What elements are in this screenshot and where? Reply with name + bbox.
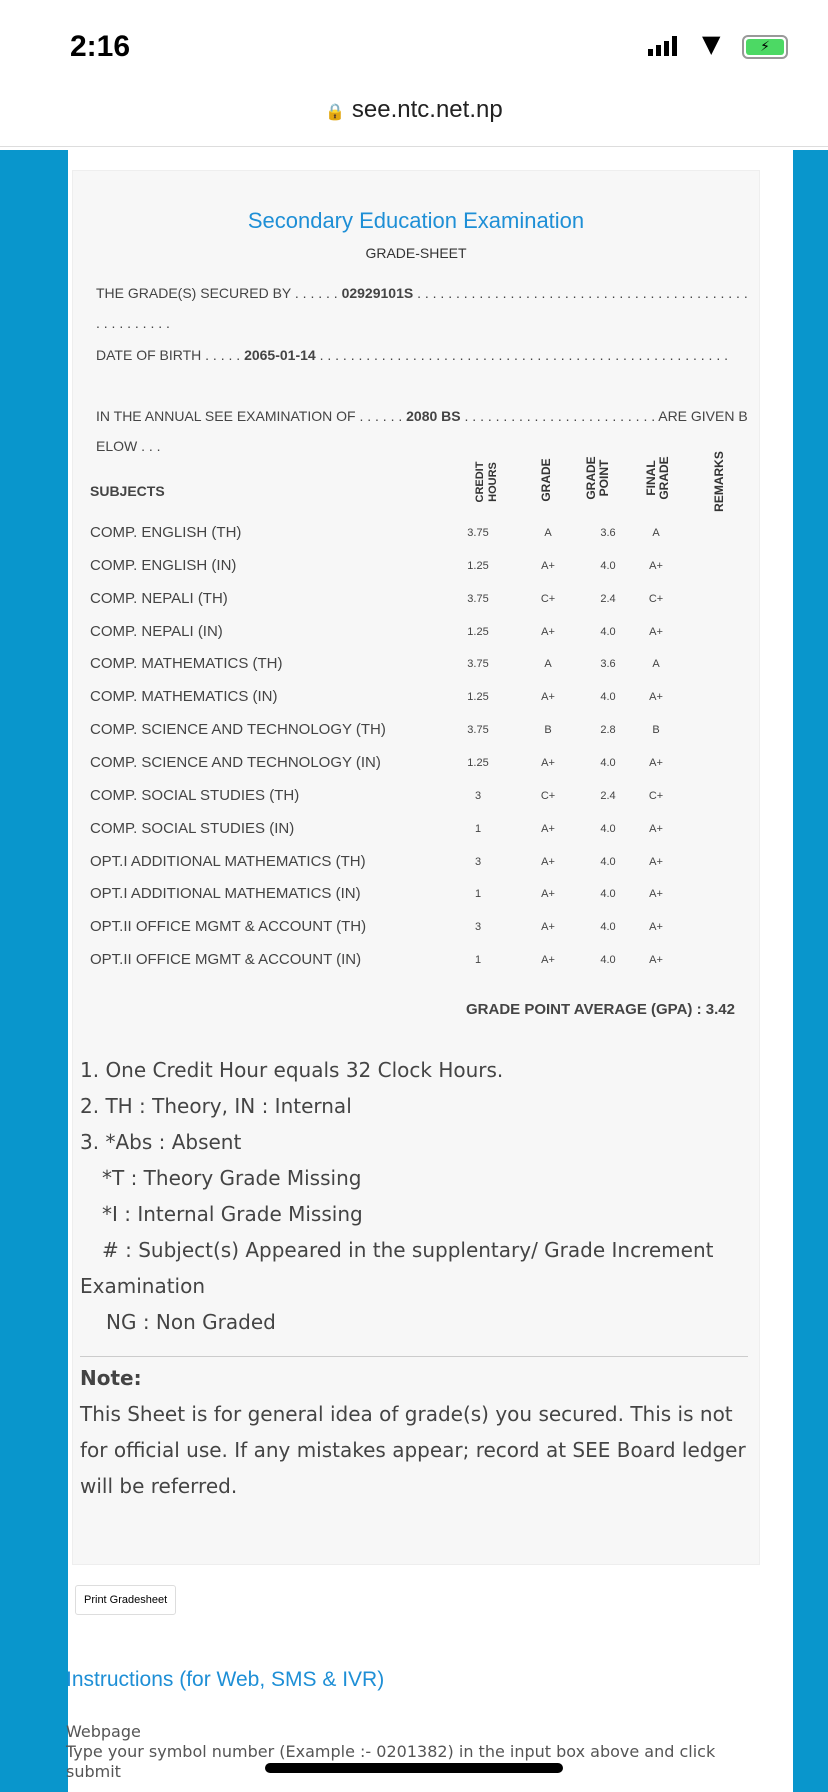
final-grade: A+ — [649, 559, 663, 572]
note-item: 3. *Abs : Absent — [80, 1130, 242, 1154]
grade-point: 3.6 — [600, 658, 616, 671]
note-item: 1. One Credit Hour equals 32 Clock Hours. — [80, 1058, 504, 1082]
credit-hours: 1.25 — [467, 756, 489, 769]
subject-name: OPT.II OFFICE MGMT & ACCOUNT (TH) — [90, 918, 367, 936]
subject-name: COMP. MATHEMATICS (IN) — [90, 688, 278, 706]
subject-name: COMP. ENGLISH (IN) — [90, 556, 237, 574]
grade: A+ — [541, 691, 555, 704]
grade: A — [544, 658, 552, 671]
status-time: 2:16 — [70, 30, 131, 63]
subject-name: COMP. SOCIAL STUDIES (TH) — [90, 786, 300, 804]
grade-point: 4.0 — [600, 954, 616, 967]
header-subjects: SUBJECTS — [90, 483, 165, 499]
divider — [80, 1356, 748, 1357]
grade: A+ — [541, 559, 555, 572]
credit-hours: 1.25 — [467, 691, 489, 704]
note-item: # : Subject(s) Appeared in the supplentary/ Grade Increment — [102, 1238, 714, 1262]
signal-icon — [648, 36, 677, 56]
final-grade: B — [652, 724, 660, 737]
grade-point: 2.4 — [600, 789, 616, 802]
grade-point: 4.0 — [600, 756, 616, 769]
grade: A+ — [541, 954, 555, 967]
grade-point: 4.0 — [600, 625, 616, 638]
subject-name: COMP. MATHEMATICS (TH) — [90, 655, 283, 673]
credit-hours: 3.75 — [467, 724, 489, 737]
home-indicator[interactable] — [265, 1763, 563, 1773]
final-grade: A+ — [649, 954, 663, 967]
subject-name: COMP. NEPALI (TH) — [90, 589, 228, 607]
dob-line: DATE OF BIRTH . . . . . 2065-01-14 . . . . . . . . . . . . . . . . . . . . . . . . . . . . . . . . . . . . . . . . . . . . . . . . . . . . . — [96, 347, 728, 363]
credit-hours: 1.25 — [467, 559, 489, 572]
final-grade: A+ — [649, 855, 663, 868]
url-text: see.ntc.net.np — [351, 96, 503, 123]
final-grade: A+ — [649, 822, 663, 835]
grade-point: 4.0 — [600, 888, 616, 901]
header-final-grade: FINAL GRADE — [644, 456, 671, 500]
credit-hours: 1 — [474, 888, 482, 901]
final-grade: A — [652, 527, 660, 539]
grade: A+ — [541, 756, 555, 769]
instructions-title: Instructions (for Web, SMS & IVR) — [66, 1668, 385, 1691]
instructions-web — [66, 1722, 746, 1782]
final-grade: A — [652, 658, 660, 671]
subject-name: COMP. SOCIAL STUDIES (IN) — [90, 819, 295, 837]
print-gradesheet-button[interactable]: Print Gradesheet — [75, 1585, 176, 1615]
grade: C+ — [540, 789, 556, 802]
url-bar[interactable] — [0, 96, 828, 124]
wifi-icon: ▼ — [702, 30, 721, 58]
final-grade: A+ — [649, 888, 663, 901]
grade-point: 2.4 — [600, 592, 616, 605]
exam-year: 2080 BS — [406, 408, 461, 424]
subject-name: COMP. NEPALI (IN) — [90, 622, 223, 640]
credit-hours: 3 — [474, 855, 482, 868]
final-grade: A+ — [649, 691, 663, 704]
grade-point: 2.8 — [600, 724, 616, 737]
divider — [0, 146, 828, 147]
note-section — [80, 1360, 750, 1504]
credit-hours: 3 — [474, 921, 482, 934]
symbol-number: 02929101S — [341, 285, 414, 301]
grade: A+ — [541, 888, 555, 901]
note-item: *I : Internal Grade Missing — [102, 1202, 363, 1226]
exam-line: IN THE ANNUAL SEE EXAMINATION OF . . . . . . 2080 BS . . . . . . . . . . . . . . . . . . . . . . . . . ARE GIVEN BELOW . . . — [96, 408, 748, 454]
header-grade: GRADE — [539, 458, 553, 502]
gpa: GRADE POINT AVERAGE (GPA) : 3.42 — [466, 1001, 735, 1018]
final-grade: A+ — [649, 756, 663, 769]
grade-point: 3.6 — [600, 527, 616, 539]
note-item: NG : Non Graded — [106, 1310, 276, 1334]
lock-icon: 🔒 — [325, 104, 346, 121]
subject-name: COMP. ENGLISH (TH) — [90, 524, 242, 541]
note-item: *T : Theory Grade Missing — [102, 1166, 362, 1190]
left-margin — [0, 150, 68, 1792]
header-credit-hours: CREDIT HOURS — [474, 461, 499, 503]
subject-name: OPT.I ADDITIONAL MATHEMATICS (TH) — [90, 852, 366, 870]
grade-point: 4.0 — [600, 855, 616, 868]
subject-name: OPT.I ADDITIONAL MATHEMATICS (IN) — [90, 885, 361, 903]
subject-name: COMP. SCIENCE AND TECHNOLOGY (TH) — [90, 721, 386, 739]
battery-charging-icon: ⚡ — [742, 35, 788, 59]
subject-name: OPT.II OFFICE MGMT & ACCOUNT (IN) — [90, 951, 362, 969]
grade-point: 4.0 — [600, 822, 616, 835]
subject-name: COMP. SCIENCE AND TECHNOLOGY (IN) — [90, 753, 381, 771]
sheet-title: Secondary Education Examination — [247, 208, 585, 233]
note-title: Note: — [80, 1366, 142, 1390]
credit-hours: 1.25 — [467, 625, 489, 638]
grade: A — [544, 527, 552, 539]
webpage-text: Type your symbol number (Example :- 0201382) in the input box above and click submit — [66, 1742, 716, 1781]
credit-hours: 3.75 — [467, 527, 489, 539]
grade: A+ — [541, 625, 555, 638]
grade: A+ — [541, 822, 555, 835]
header-remarks: REMARKS — [712, 451, 726, 512]
final-grade: C+ — [648, 592, 664, 605]
credit-hours: 3 — [474, 789, 482, 802]
grade: A+ — [541, 855, 555, 868]
grade: B — [544, 724, 552, 737]
grade: C+ — [540, 592, 556, 605]
credit-hours: 3.75 — [467, 658, 489, 671]
notes-list — [80, 1052, 750, 1340]
final-grade: C+ — [648, 789, 664, 802]
right-margin — [793, 150, 828, 1792]
secured-by-line: THE GRADE(S) SECURED BY . . . . . . 02929101S . . . . . . . . . . . . . . . . . . . . . . . . . . . . . . . . . . . . . . . . . . . . . . . . . . . . . — [96, 285, 748, 331]
header-grade-point: GRADE POINT — [584, 456, 611, 500]
note-text: This Sheet is for general idea of grade(s) you secured. This is not for official use. If any mistakes appear; record at SEE Board ledger will be referred. — [80, 1402, 746, 1498]
grade-point: 4.0 — [600, 921, 616, 934]
grade-point: 4.0 — [600, 559, 616, 572]
grade-point: 4.0 — [600, 691, 616, 704]
credit-hours: 3.75 — [467, 592, 489, 605]
note-item: Examination — [80, 1274, 206, 1298]
final-grade: A+ — [649, 921, 663, 934]
note-item: 2. TH : Theory, IN : Internal — [80, 1094, 352, 1118]
final-grade: A+ — [649, 625, 663, 638]
grade: A+ — [541, 921, 555, 934]
credit-hours: 1 — [474, 822, 482, 835]
webpage-label: Webpage — [66, 1722, 141, 1741]
dob-value: 2065-01-14 — [244, 347, 316, 363]
sheet-subtitle: GRADE-SHEET — [365, 245, 467, 261]
credit-hours: 1 — [474, 954, 482, 967]
